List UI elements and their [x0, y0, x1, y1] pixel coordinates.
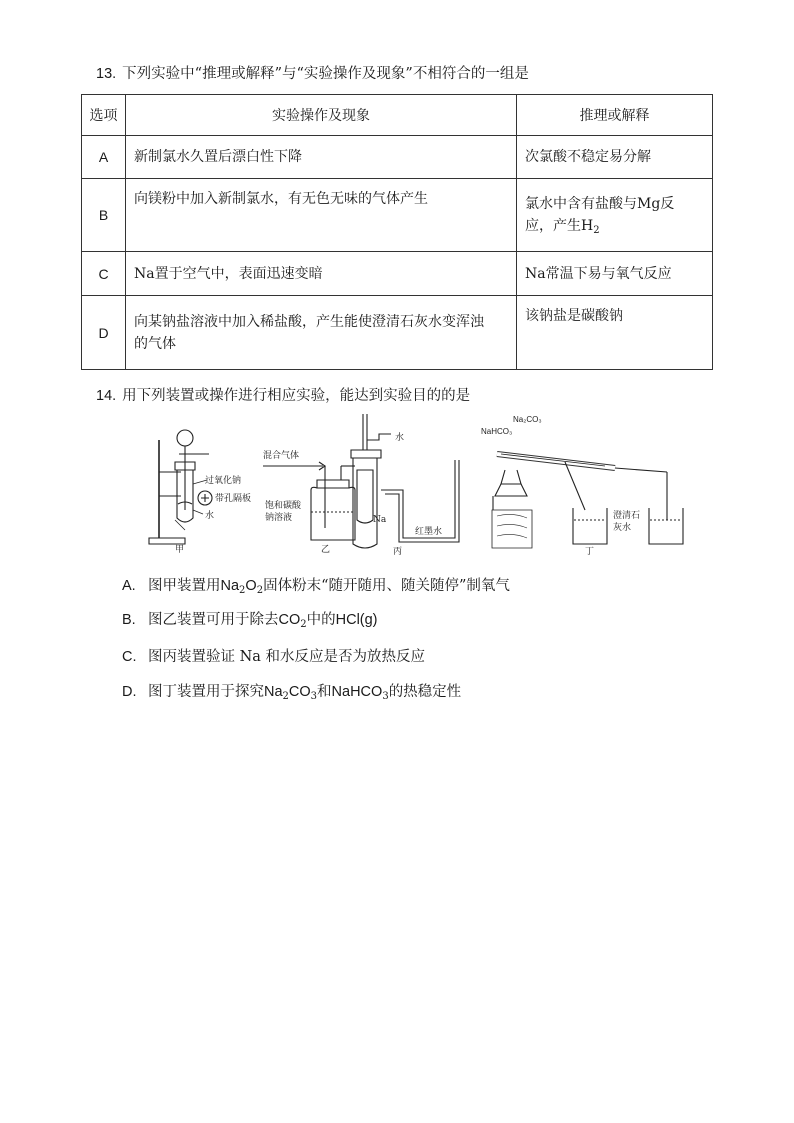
header-reason: 推理或解释 — [517, 95, 713, 136]
label-bing: 丙 — [393, 547, 403, 555]
label-nahco3: NaHCO₃ — [481, 427, 513, 436]
reason-text: 应，产生H — [525, 218, 594, 234]
header-operation: 实验操作及现象 — [126, 95, 517, 136]
question-13-title — [96, 62, 529, 83]
choice-letter: A. — [122, 578, 136, 594]
label-solution-2: 钠溶液 — [265, 513, 293, 523]
label-solution-1: 饱和碳酸 — [265, 501, 302, 511]
choice-text: 中的 — [306, 612, 336, 628]
subscript: 2 — [256, 585, 264, 596]
experiment-table — [81, 94, 713, 370]
question-number: 13. — [96, 66, 117, 82]
formula: HCl(g) — [335, 612, 378, 628]
formula: CO — [278, 612, 301, 628]
apparatus-bing — [351, 414, 459, 555]
apparatus-ding — [481, 415, 683, 555]
reason-cell — [517, 179, 713, 252]
question-number: 14. — [96, 388, 117, 404]
choice-b — [122, 608, 378, 629]
choice-letter: C. — [122, 649, 137, 665]
header-option: 选项 — [82, 95, 126, 136]
label-water-top: 水 — [395, 433, 405, 443]
subscript: 3 — [310, 691, 318, 702]
label-mixed-gas: 混合气体 — [263, 451, 300, 461]
apparatus-figure — [145, 410, 685, 555]
reason-cell: 该钠盐是碳酸钠 — [517, 296, 713, 370]
formula: O — [245, 578, 257, 594]
subscript: 2 — [300, 619, 307, 630]
option-cell: C — [82, 252, 126, 296]
label-yi: 乙 — [321, 545, 331, 555]
option-cell: B — [82, 179, 126, 252]
table-header-row — [82, 95, 713, 136]
formula: Na — [264, 684, 283, 700]
operation-cell: Na置于空气中，表面迅速变暗 — [126, 252, 517, 296]
choice-text: 的热稳定性 — [388, 684, 462, 700]
choice-letter: B. — [122, 612, 136, 628]
reason-line-2 — [525, 215, 704, 237]
label-red-ink: 红墨水 — [415, 527, 443, 537]
choice-letter: D. — [122, 684, 137, 700]
choice-c — [122, 645, 425, 666]
label-jia: 甲 — [175, 545, 185, 555]
reason-line-1: 氯水中含有盐酸与Mg反 — [525, 196, 675, 212]
choice-text: 固体粉末“随开随用、随关随停”制氧气 — [263, 578, 510, 594]
apparatus-jia — [149, 430, 251, 555]
choice-text: 图乙装置可用于除去 — [148, 612, 279, 628]
operation-line-1: 向某钠盐溶液中加入稀盐酸，产生能使澄清石灰水变浑浊 — [134, 313, 484, 330]
label-na2co3: Na₂CO₃ — [513, 415, 542, 424]
reason-cell: 次氯酸不稳定易分解 — [517, 136, 713, 179]
label-water: 水 — [205, 511, 215, 521]
choice-text: 图甲装置用 — [148, 578, 221, 594]
option-cell: A — [82, 136, 126, 179]
reason-cell: Na常温下易与氧气反应 — [517, 252, 713, 296]
operation-line-2: 的气体 — [134, 335, 176, 352]
subscript: 2 — [593, 225, 600, 236]
table-row — [82, 296, 713, 370]
label-plate: 带孔隔板 — [215, 494, 252, 504]
subscript: 2 — [239, 585, 246, 596]
choice-d — [122, 680, 461, 701]
subscript: 2 — [282, 691, 289, 702]
choice-text: 和 — [317, 684, 332, 700]
subscript: 3 — [382, 691, 389, 702]
question-text: 用下列装置或操作进行相应实验，能达到实验目的的是 — [122, 388, 471, 404]
question-14-title — [96, 384, 470, 405]
label-limewater-2: 灰水 — [613, 523, 632, 533]
question-text: 下列实验中“推理或解释”与“实验操作及现象”不相符合的一组是 — [122, 66, 529, 82]
formula: CO — [288, 684, 311, 700]
label-ding: 丁 — [585, 547, 595, 555]
table-row — [82, 179, 713, 252]
formula: Na — [220, 578, 240, 594]
table-row — [82, 136, 713, 179]
formula: NaHCO — [331, 684, 383, 700]
choice-text: 图丁装置用于探究 — [148, 684, 264, 700]
operation-cell: 新制氯水久置后漂白性下降 — [126, 136, 517, 179]
operation-cell — [126, 296, 517, 370]
choice-a — [122, 574, 510, 595]
option-cell: D — [82, 296, 126, 370]
label-peroxide: 过氧化钠 — [205, 476, 242, 486]
table-row — [82, 252, 713, 296]
label-na: Na — [373, 515, 387, 525]
operation-cell: 向镁粉中加入新制氯水，有无色无味的气体产生 — [126, 179, 517, 252]
label-limewater-1: 澄清石 — [613, 511, 641, 521]
choice-text: 图丙装置验证 Na 和水反应是否为放热反应 — [148, 649, 426, 665]
apparatus-yi — [263, 449, 355, 555]
